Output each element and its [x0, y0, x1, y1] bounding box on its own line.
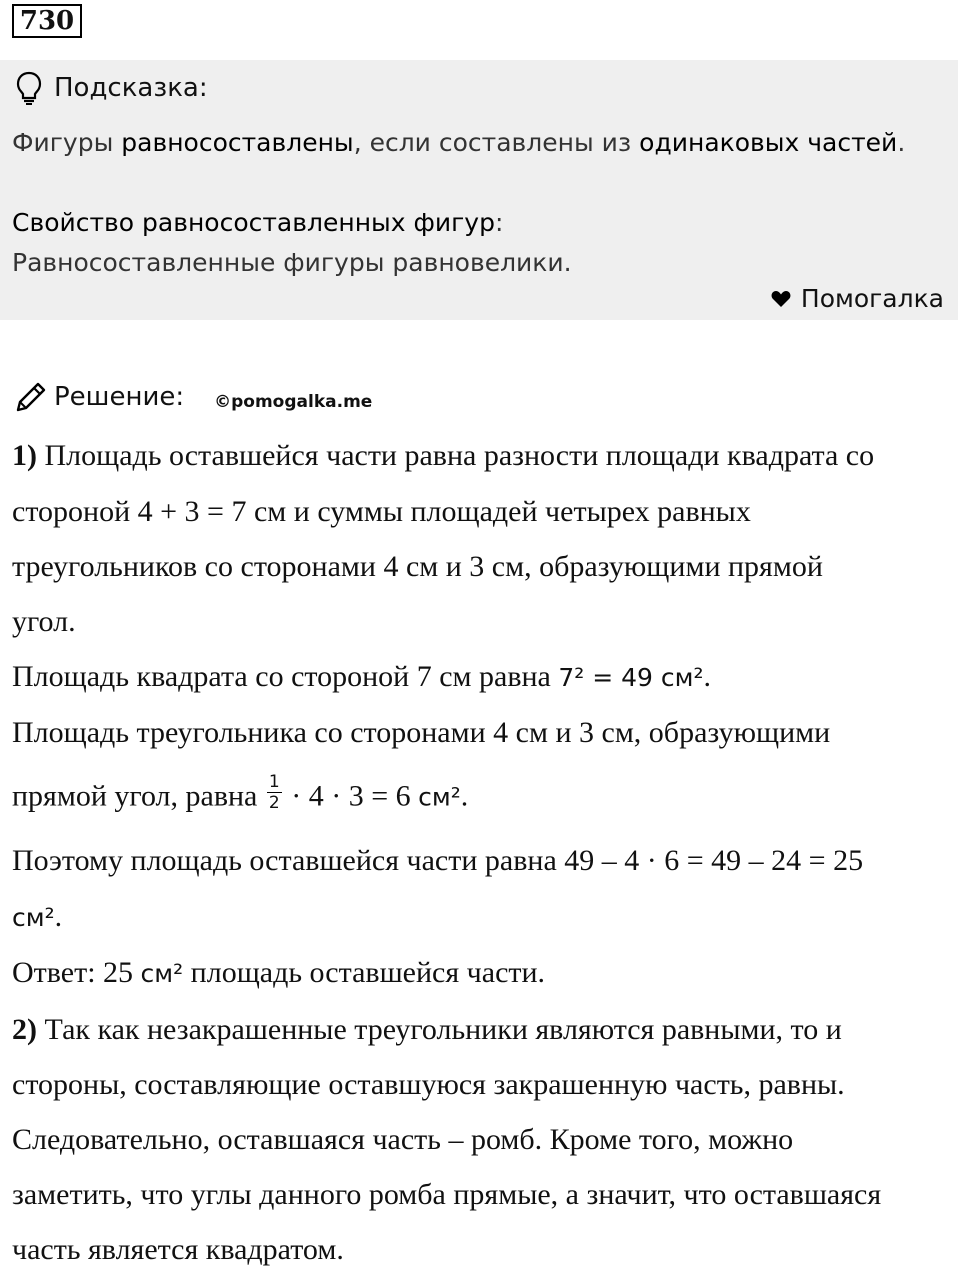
hint-text: Фигуры — [12, 128, 122, 157]
solution-title: Решение: — [54, 382, 185, 412]
heart-icon — [771, 290, 791, 308]
brand-name: Помогалка — [800, 284, 944, 313]
solution-line: часть является квадратом. — [12, 1233, 344, 1266]
hint-definition — [12, 128, 905, 157]
solution-text: Площадь квадрата со стороной 7 см равна — [12, 660, 559, 693]
hint-term: одинаковых частей — [639, 128, 898, 157]
hint-title: Подсказка: — [54, 73, 208, 103]
solution-text: . — [460, 779, 469, 813]
solution-text: площадь оставшейся части. — [183, 956, 546, 989]
solution-line — [12, 772, 469, 819]
lightbulb-icon — [16, 71, 42, 105]
hint-term: равносоставлены — [121, 128, 354, 157]
copyright-label: ©pomogalka.me — [214, 392, 373, 412]
solution-header — [14, 380, 372, 414]
math-expression: 7² = 49 см² — [558, 663, 704, 692]
math-expression: см² — [418, 782, 461, 812]
solution-text: · 4 · 3 = 6 — [283, 779, 419, 813]
solution-line — [12, 1012, 842, 1048]
solution-text: Площадь оставшейся части равна разности площади квадрата со — [37, 439, 875, 472]
solution-text: Ответ: 25 — [12, 956, 141, 989]
solution-line: Площадь треугольника со сторонами 4 см и 3 см, образующими — [12, 716, 831, 749]
solution-line: угол. — [12, 605, 76, 638]
hint-text: : — [494, 208, 504, 237]
fraction-denominator: 2 — [268, 793, 280, 813]
hint-text: , если составлены из — [353, 128, 640, 157]
hint-property-text: Равносоставленные фигуры равновелики. — [12, 248, 572, 277]
step-number: 2) — [12, 1013, 37, 1046]
fraction — [267, 772, 282, 813]
solution-line: Следовательно, оставшаяся часть – ромб. Кроме того, можно — [12, 1123, 794, 1156]
brand-label — [771, 284, 944, 313]
math-expression: см² — [140, 959, 184, 988]
answer-line — [12, 955, 545, 992]
problem-number: 730 — [12, 4, 82, 38]
solution-line: стороны, составляющие оставшуюся закрашенную часть, равны. — [12, 1068, 845, 1101]
hint-text: . — [897, 128, 906, 157]
hint-box — [0, 60, 958, 320]
pencil-icon — [14, 380, 48, 414]
solution-line — [12, 659, 711, 696]
solution-line: стороной 4 + 3 = 7 см и суммы площадей четырех равных — [12, 495, 751, 528]
math-expression: см² — [12, 903, 55, 932]
solution-text: . — [703, 660, 712, 693]
step-number: 1) — [12, 439, 37, 472]
solution-line: Поэтому площадь оставшейся части равна 49 – 4 · 6 = 49 – 24 = 25 — [12, 844, 864, 877]
hint-header — [16, 70, 208, 106]
solution-text: Так как незакрашенные треугольники являются равными, то и — [37, 1013, 842, 1046]
solution-text: . — [54, 900, 63, 933]
solution-line — [12, 438, 874, 474]
solution-line: треугольников со сторонами 4 см и 3 см, образующими прямой — [12, 550, 823, 583]
solution-text: прямой угол, равна — [12, 779, 265, 813]
solution-line — [12, 899, 62, 936]
hint-property-title — [12, 208, 503, 237]
solution-line: заметить, что углы данного ромба прямые, а значит, что оставшаяся — [12, 1178, 882, 1211]
fraction-numerator: 1 — [268, 772, 280, 792]
hint-term: Свойство равносоставленных фигур — [12, 208, 495, 237]
